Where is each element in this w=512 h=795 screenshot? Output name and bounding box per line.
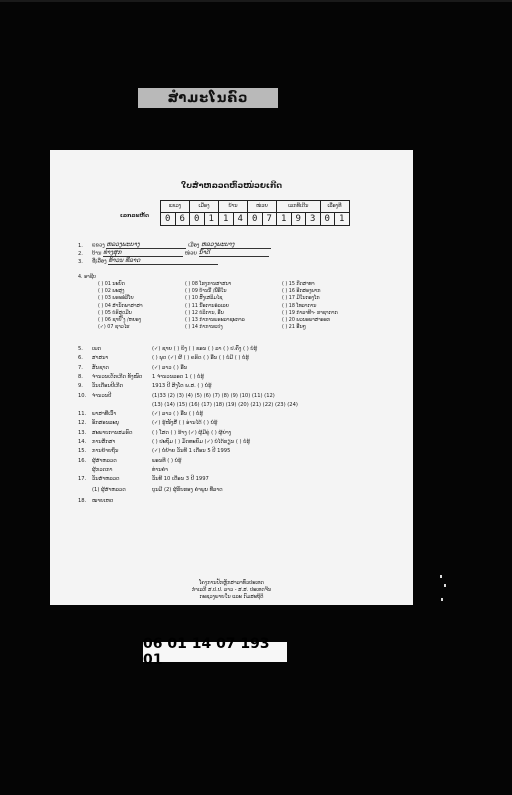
form-field [78,420,217,426]
code-digit-cell: 1 [204,213,219,226]
form-title: ໃບສຳຫລວດຫົວໜ່ວຍເກີດ [181,181,282,190]
field-label: (1) ຜູ້ສຳຫລວດ [92,487,126,494]
form-field [78,476,209,482]
code-digit-cell: 4 [233,213,248,226]
field-options: (13) (14) (15) (16) (17) (18) (19) (20) (21) (22) (23) (24) [152,401,298,408]
census-form [50,150,413,605]
speck [440,575,442,578]
field-options: ພອນທີ ( ) ບໍ່ຮູ້ [152,457,182,464]
form-field [78,430,231,436]
row-number: 1. [78,242,83,249]
field-options: ວັນທີ 10 ເດືອນ 3 ປີ 1997 [152,476,209,483]
occupation-option: ( ) 16 ອີກສອງພາກ [282,289,321,295]
field-options: (✓) ຮູ້ໜັງສື ( ) ອ່ານໄດ້ ( ) ບໍ່ຮູ້ [152,420,218,427]
code-digit-cell: 9 [291,213,306,226]
code-box [160,200,350,226]
code-digit-cell: 0 [161,213,176,226]
occupation-option: ( ) 06 ຊາຍົ ີ້ງ /ຫຍອງ [98,317,142,323]
row-value: ທ່າງສຸກ [103,250,183,257]
occupation-option: ( ) 18 ໂທລາການ [282,303,317,309]
field-number: 16. [78,457,87,464]
row-number: 3. [78,258,83,265]
form-row [78,250,269,257]
field-number: 12. [78,420,87,427]
field-number: 8. [78,373,83,380]
row-label: ແຂວງ [92,242,105,249]
code-digit-cell: 3 [306,213,321,226]
form-field [78,365,187,371]
form-field [78,467,168,473]
field-label: ຈຳນວນປີ [92,392,112,399]
field-number: 10. [78,392,87,399]
footer-line-3: ກະຊວງພາຍໃນ ແລະ ກົມສະຖິຕິ [199,594,264,600]
field-options: ( ) ປະຖົມ ( ) ມັດທະຍົມ (✓) ບໍ່ໄດ້ຮຽນ ( ) ບໍ່ຮູ້ [152,439,250,445]
header-label: ສຳມະໂນຄົວ [138,88,278,108]
field-label: ສະພາບການສມຣົດ [92,429,133,436]
field-number: 7. [78,364,83,371]
code-label: ເລກລະຫັດ [120,213,149,219]
field-options: (✓) ຊາຍ ( ) ຍິງ ( ) ຂອນ ( ) ລາ ( ) ປ.ຄົ່ງ ( ) ບໍ່ຮູ້ [152,346,258,352]
code-digit-cell: 1 [219,213,234,226]
field-number: 9. [78,383,83,390]
field-label: ໝາຍເຫດ [92,498,114,505]
field-label: ການສຶກສາ [92,439,116,445]
footer-line-1: ໂຄງການປັກຫຼັກສາລາທົ່ວປະເທດ [199,580,264,586]
code-digit-cell: 1 [335,213,350,226]
field-number: 5. [78,346,83,352]
field-label: ວັນເດືອນປີເກີດ [92,383,123,390]
occupation-option: ( ) 19 ກຳລາທີາ- ຮາຊາກາກ [282,310,338,316]
field-number: 11. [78,411,87,418]
field-options: (✓) ລາວ ( ) ອື່ນ ( ) ບໍ່ຮູ້ [152,411,203,418]
field-label: ການຍ້າຍຖິ່ນ [92,448,119,455]
row-value-2: ຫລວງພະບາງ [201,242,271,249]
field-label: ວັນສຳຫລວດ [92,476,120,483]
occupation-option: ( ) 10 ສົ່ງເສລິມໄຊ [185,296,223,302]
field-number: 13. [78,429,87,436]
field-label: ສັນຊາດ [92,364,109,371]
field-options: ( ) ໂສດ ( ) ຮ້າງ (✓) ຜູ້ມີຄູ່ ( ) ຜູ້ຍ່າງ [152,429,232,436]
occupation-option: ( ) 20 ພວນອພາສາອອກ [282,317,331,323]
serial-number: 06 01 14 07 193 01 [143,642,287,662]
row-label-2: ໜ່ວຍ [184,250,197,257]
code-digit-cell: 1 [277,213,292,226]
occupation-option: ( ) 13 ກຳການພຣະລາຊະກາລ [185,317,245,323]
row-value: ຫລວງພະບາງ [106,242,186,249]
field-options: (✓) ລາວ ( ) ອື່ນ [152,364,188,371]
code-digit-cell: 7 [262,213,277,226]
field-options: (1)33 (2) (3) (4) (5) (6) (7) (8) (9) (10) (11) (12) [152,392,275,399]
row-value-2: ນ້ຳດີ [199,250,269,257]
occupation-option: ( ) 21 ອື່ນໆ [282,325,306,331]
field-label: ເພດ [92,346,101,352]
occupation-col-2 [185,282,245,332]
field-number: 6. [78,355,83,362]
code-header-cell: ໜ່ວຍ [248,201,277,213]
field-number: 15. [78,448,87,455]
code-digit-cell: 0 [320,213,335,226]
occupation-option: ( ) 09 ບ້ານນີ້ /ພີ່ອີ່ໃນ [185,289,227,295]
occupation-option: ( ) 11 ນີ້ອການອໍລເລຍ [185,303,229,309]
row-value: ທ້າວນ ທີ່ລາດ [108,258,218,265]
field-label: ຈຳນວນເດັກເກີດ ທັງໝົດ [92,373,143,380]
row-label: ຊື່ເລື່ອງ [92,258,107,265]
field-number: 14. [78,439,87,445]
field-label: ອັກສອນລະບຸ [92,420,119,427]
occupation-option: ( ) 08 ໂຮງການສາສນາ [185,282,232,287]
form-field [78,458,181,464]
form-field [78,487,223,493]
occupation-option: ( ) 04 ສຳນັກພາສາສາ [98,303,143,309]
field-options: ( ) ພຸດ (✓) ຜີ ( ) ຄຣິດ ( ) ອື່ນ ( ) ບໍ່ມີ ( ) ບໍ່ຮູ້ [152,355,249,362]
code-header-cell: ເລກທີເດີນ [277,201,321,213]
field-options: 1913 ປີ ສິງໂຕ ພ.ສ. ( ) ບໍ່ຮູ້ [152,383,212,390]
occupation-option: ( ) 12 ບໍລິການ, ອື່ນ [185,310,224,316]
field-options: ທ່ານຄຳ [152,466,168,473]
form-field [78,393,275,399]
occupation-option: ( ) 03 ພຣະອໍລີໂຍ [98,296,134,302]
occupation-col-1 [98,282,143,332]
speck [441,598,443,601]
field-label: ພາສາທີ່ເວົ້າ [92,411,117,418]
occupation-heading: 4. ອາຊີບ [78,275,97,280]
field-number: 18. [78,498,87,505]
field-label: ຜູ້ສຳຫລວດ [92,457,117,464]
form-field [78,355,249,361]
occupation-option: ( ) 17 ມີໃນກອງໂກ [282,296,320,302]
top-edge [0,0,512,2]
code-digit-cell: 0 [190,213,205,226]
occupation-option: (✓) 07 ຊາວໄຮ [98,325,130,331]
row-number: 2. [78,250,83,257]
code-digit-cell: 0 [248,213,263,226]
row-label: ບ້ານ [92,250,102,257]
field-options: 1 ຈຳນວນລອດ 1 ( ) ບໍ່ຮູ້ [152,373,204,380]
occupation-option: ( ) 14 ກຳການແປງ [185,325,223,331]
occupation-option: ( ) 05 ບໍຣິສຸດມີນ [98,310,132,316]
form-field [78,411,203,417]
form-field [78,402,298,408]
form-field [78,439,250,445]
footer-line-2: ກຳເລກີ ສ.ປ.ປ. ລາວ - ສ.ສ. ປະເທດຈີນ [191,587,272,593]
code-header-cell: ເມືອງ [190,201,219,213]
form-field [78,448,230,454]
field-options: ບຸນມີ (2) ຜູ້ຮັບຮອງ ຄຳພູນ ທີ່ລາດ [152,487,223,494]
row-label-2: ເມືອງ [188,242,200,249]
field-label: ຜູ້ກວດກາ [92,466,113,473]
field-options: (✓) ບໍ່ຍ້າຍ ວັນທີ 1 ເດືອນ 5 ປີ 1995 [152,448,231,455]
occupation-col-3 [282,282,338,332]
form-field [78,374,204,380]
field-number: 17. [78,476,87,483]
occupation-option: ( ) 01 ນະບົດ [98,282,125,287]
form-field [78,346,257,352]
field-label: ສາສນາ [92,355,109,362]
form-row [78,242,271,249]
code-header-cell: ແຂວງ [161,201,190,213]
form-field [78,383,212,389]
code-header-cell: ບ້ານ [219,201,248,213]
code-digit-cell: 6 [175,213,190,226]
occupation-option: ( ) 15 ກີດສາທາ [282,282,315,287]
form-field [78,498,152,504]
speck [444,584,446,587]
form-row [78,258,218,265]
code-header-cell: ເລື່ອງທີ [320,201,349,213]
occupation-option: ( ) 02 ພະສູງ [98,289,125,295]
